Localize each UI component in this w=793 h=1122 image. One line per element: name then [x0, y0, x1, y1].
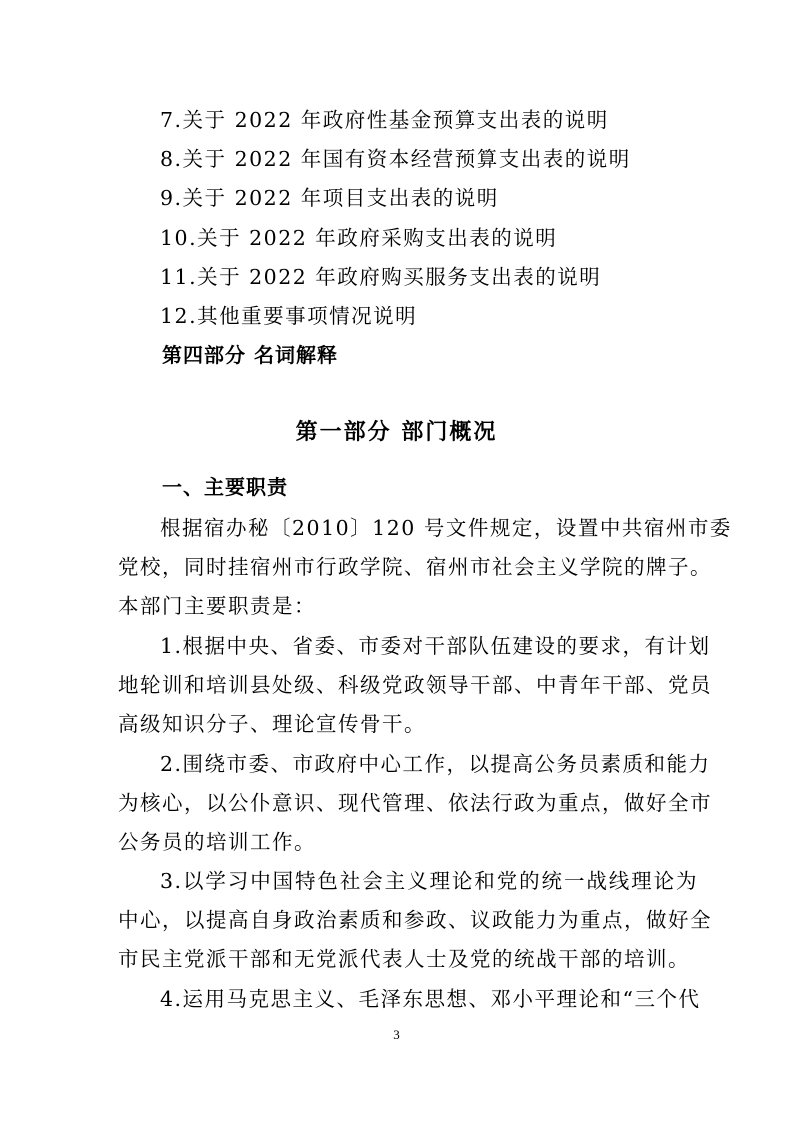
- intro-line-2: 党校，同时挂宿州市行政学院、宿州市社会主义学院的牌子。: [118, 555, 712, 579]
- duty2-line-2: 为核心，以公仆意识、现代管理、依法行政为重点，做好全市: [118, 791, 712, 815]
- part1-title: 第一部分 部门概况: [295, 420, 498, 445]
- duty2-line-3: 公务员的培训工作。: [118, 830, 316, 854]
- duty4-line-1: 4.运用马克思主义、毛泽东思想、邓小平理论和“三个代: [160, 987, 701, 1011]
- toc-item-12: 12.其他重要事项情况说明: [160, 304, 418, 328]
- duty1-line-3: 高级知识分子、理论宣传骨干。: [118, 712, 426, 736]
- duty1-line-2: 地轮训和培训县处级、科级党政领导干部、中青年干部、党员: [118, 673, 712, 697]
- toc-item-8: 8.关于 2022 年国有资本经营预算支出表的说明: [160, 147, 631, 171]
- toc-item-10: 10.关于 2022 年政府采购支出表的说明: [160, 226, 558, 250]
- duty3-line-3: 市民主党派干部和无党派代表人士及党的统战干部的培训。: [118, 947, 690, 971]
- toc-item-11: 11.关于 2022 年政府购买服务支出表的说明: [160, 265, 602, 289]
- intro-line-1: 根据宿办秘〔2010〕120 号文件规定，设置中共宿州市委: [160, 516, 732, 540]
- duty1-line-1: 1.根据中央、省委、市委对干部队伍建设的要求，有计划: [160, 634, 711, 658]
- section1-heading: 一、主要职责: [162, 475, 288, 499]
- duty2-line-1: 2.围绕市委、市政府中心工作，以提高公务员素质和能力: [160, 752, 711, 776]
- toc-part4-heading: 第四部分 名词解释: [162, 343, 338, 367]
- page-number: 3: [393, 1027, 400, 1042]
- toc-item-7: 7.关于 2022 年政府性基金预算支出表的说明: [160, 108, 609, 132]
- duty3-line-2: 中心，以提高自身政治素质和参政、议政能力为重点，做好全: [118, 908, 712, 932]
- intro-line-3: 本部门主要职责是：: [118, 594, 316, 618]
- toc-item-9: 9.关于 2022 年项目支出表的说明: [160, 186, 499, 210]
- duty3-line-1: 3.以学习中国特色社会主义理论和党的统一战线理论为: [160, 869, 698, 893]
